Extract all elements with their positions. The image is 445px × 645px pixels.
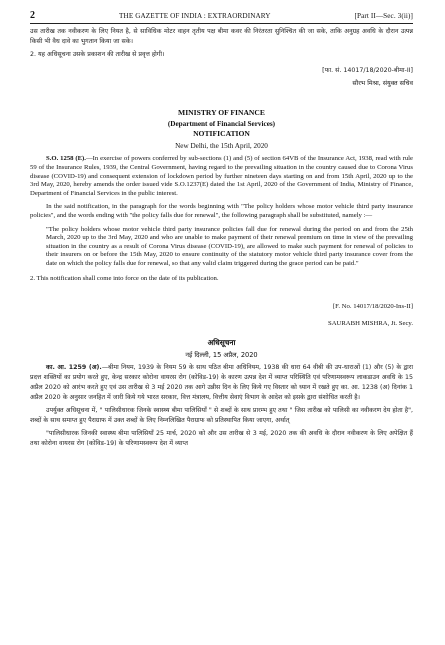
hindi-paragraph-1-text: —बीमा नियम, 1939 के नियम 59 के साथ पठित बीमा अधिनियम, 1938 की धारा 64 वीबी की उप-धाराओं (1) और (5) के द्वारा प्रदत्त शक्तियों का प्रयोग करते हुए, केन्द्र सरकार कोरोना वायरस रोग (कोविड-19) के कारण उत्पन्न देश में व्याप्त परिस्थिति एवं परिणामस्वरूप लाकडाउन अवधि के 15 अप्रैल 2020 को आरंभ करते हुए एवं उस तारीख से 3 मई 2020 तक आगे उन्नीस दिन के लिए किये गए विस्तार को ध्यान में रखते हुए का. आ. 1238 (अ) दिनांक 1 अप्रैल 2020 के अनुसार जनहित में जारी किये गये भारत सरकार, वित्त मंत्रालय, वित्तीय सेवाएं विभाग के आदेश को इसके द्वारा संशोधित करती है। bbox=[30, 364, 413, 402]
ministry-heading: MINISTRY OF FINANCE bbox=[178, 108, 265, 117]
so-number: S.O. 1258 (E). bbox=[46, 155, 86, 163]
department-heading: (Department of Financial Services) bbox=[167, 119, 276, 128]
hindi-continuation-paragraph: उस तारीख तक नवीकरण के लिए नियत है, से साविधिक मोटर वाहन तृतीय पक्ष बीमा कवर की निरंतरता सुनिश्चित की जा सके, ताकि अनुग्रह अवधि के दौरान उत्पन्न किसी भी वैध दावे का भुगतान किया जा सके। bbox=[30, 28, 413, 45]
english-signatory: SAURABH MISHRA, Jt. Secy. bbox=[327, 319, 413, 327]
gazette-part: [Part II—Sec. 3(ii)] bbox=[354, 12, 413, 20]
gazette-title: THE GAZETTE OF INDIA : EXTRAORDINARY bbox=[119, 12, 271, 20]
page-header bbox=[30, 10, 413, 24]
notification-heading: NOTIFICATION bbox=[193, 129, 250, 139]
english-notification bbox=[30, 109, 413, 328]
english-quoted-paragraph: "The policy holders whose motor vehicle third party insurance policies fall due for renewal during the period on and from the 25th March, 2020 up to the 3rd May, 2020 and who are unable to make payment of their renewal premium on time in view of the prevailing situation in the country as a result of Corona Virus disease (COVID-19), are allowed to make such payment for renewal of policies to their insurers on or before the 15th May, 2020 to ensure continuity of the statutory motor vehicle third party insurance cover from the date on which the policy falls due for renewal, so that any valid claim triggered during the grace period can be paid." bbox=[46, 225, 413, 267]
hindi-place-date: नई दिल्ली, 15 अप्रैल, 2020 bbox=[185, 351, 258, 360]
hindi-top-section bbox=[30, 27, 413, 87]
hindi-file-number: [फा. सं. 14017/18/2020-बीमा-II] bbox=[322, 67, 413, 74]
hindi-paragraph-2: उपर्युक्त अधिसूचना में, " पालिसीधारक जिनके स्वास्थ्य बीमा पालिसियाँ " से शब्दों के साथ प्रारम्भ हुए तथा " जिस तारीख को पालिसी का नवीकरण देय होता है", शब्दों के साथ समाप्त हुए पैराग्राफ में उक्त शब्दों के लिए निम्नलिखित पैराग्राफ को प्रतिस्थापित किया जाएगा, अर्थात् bbox=[30, 407, 413, 425]
english-paragraph-3: 2. This notification shall come into force on the date of its publication. bbox=[30, 274, 219, 282]
hindi-paragraph-3: "पालिसीधारक जिनकी स्वास्थ्य बीमा पालिसियाँ 25 मार्च, 2020 को और उस तारीख से 3 मई, 2020 तक की अवधि के दौरान नवीकरण के लिए अपेक्षित हैं तथा कोरोना वायरस रोग (कोविड-19) के परिणामस्वरूप देश में व्याप्त bbox=[30, 430, 413, 448]
hindi-so-number: का. आ. 1259 (अ). bbox=[46, 364, 102, 372]
hindi-signatory: सौरभ मिश्रा, संयुक्त सचिव bbox=[352, 80, 413, 87]
hindi-commencement-paragraph: 2. यह अधिसूचना उसके प्रकाशन की तारीख से प्रवृत्त होगी। bbox=[30, 51, 165, 58]
hindi-paragraph-1 bbox=[30, 363, 413, 403]
page-number: 2 bbox=[30, 10, 36, 21]
english-paragraph-1-text: —In exercise of powers conferred by sub-sections (1) and (5) of section 64VB of the Insurance Act, 1938, read with rule 59 of the Insurance Rules, 1939, the Central Government, having regard to the prevailing situation in the country caused due to Corona Virus disease (COVID-19) and consequent extension of lockdown period by further nineteen days starting on and from 15th April, 2020 up to the 3rd May, 2020, hereby amends the order issued vide S.O.1237(E) dated the 1st April, 2020 of the Government of India, Ministry of Finance, Department of Financial Services in the public interest. bbox=[30, 155, 413, 197]
english-paragraph-2: In the said notification, in the paragraph for the words beginning with "The policy holders whose motor vehicle third party insurance policies", and the words ending with "the policy falls due for renewal", the following paragraph shall be substituted, namely :— bbox=[30, 203, 413, 219]
english-paragraph-1 bbox=[30, 155, 413, 198]
english-file-number: [F. No. 14017/18/2020-Ins-II] bbox=[332, 303, 413, 311]
notification-place-date: New Delhi, the 15th April, 2020 bbox=[175, 141, 268, 150]
hindi-notification-heading: अधिसूचना bbox=[207, 338, 236, 348]
hindi-notification bbox=[30, 338, 413, 449]
